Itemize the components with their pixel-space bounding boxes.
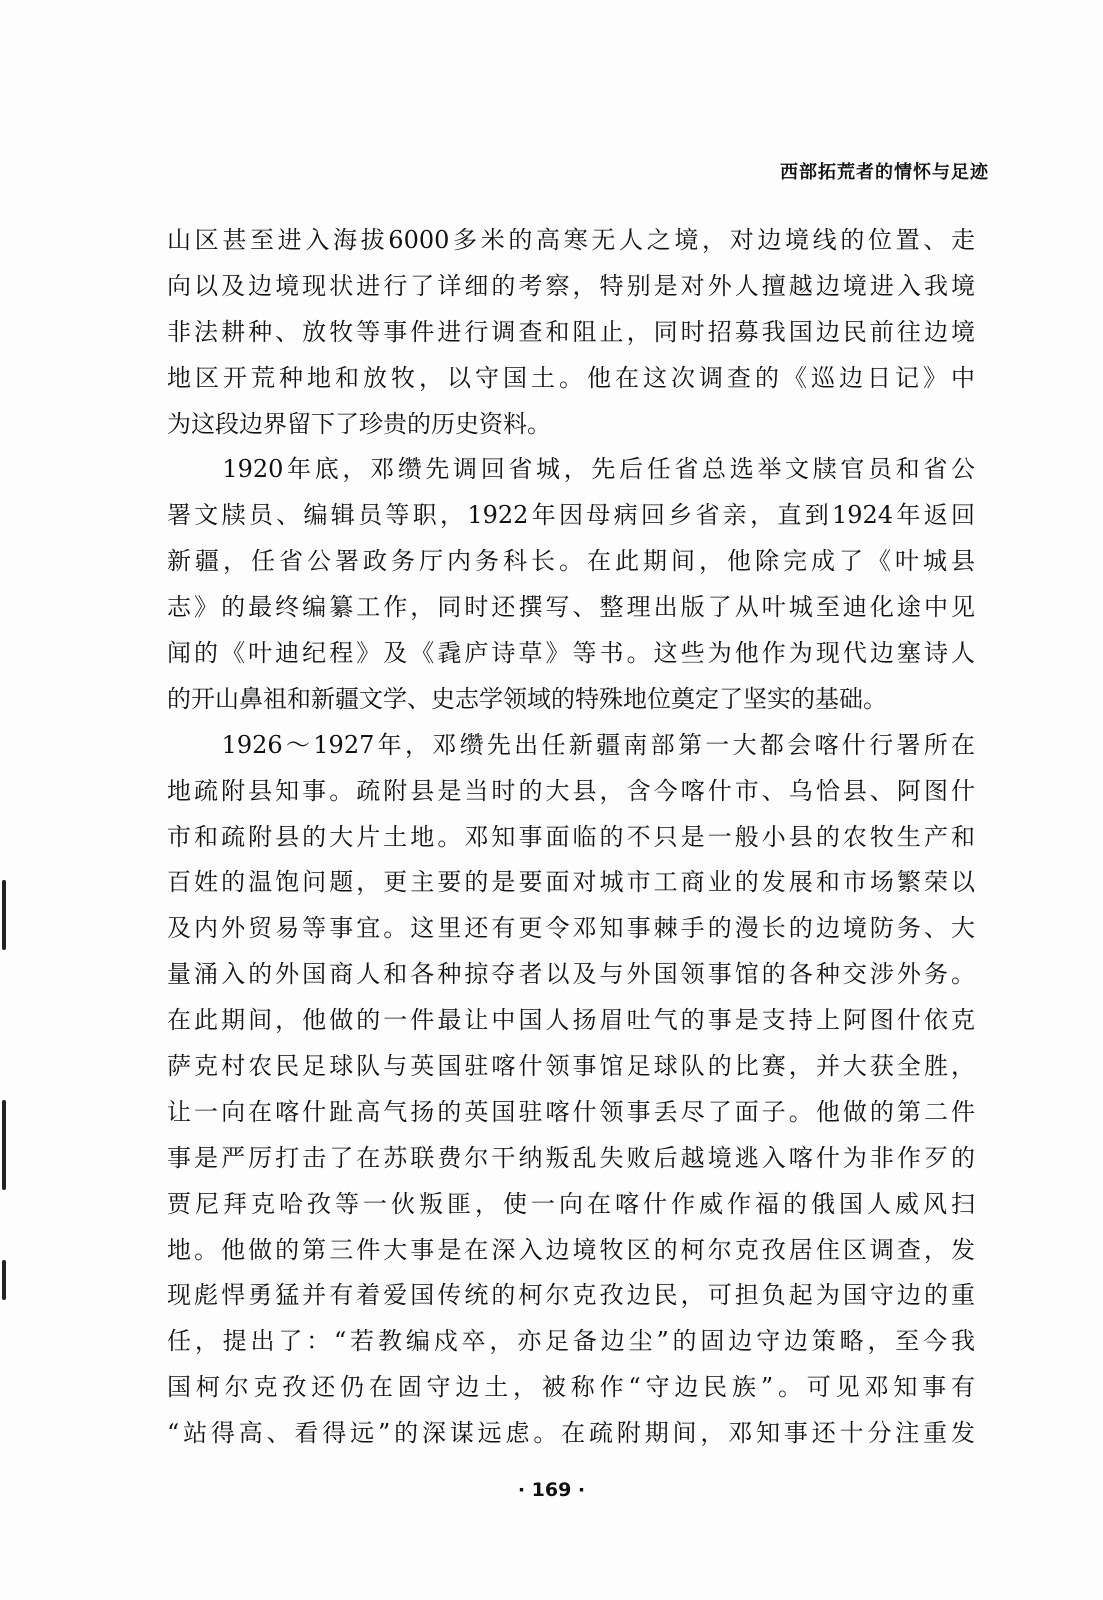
text-line: 市和疏附县的大片土地。邓知事面临的不只是一般小县的农牧生产和: [167, 822, 975, 851]
text-line: 量涌入的外国商人和各种掠夺者以及与外国领事馆的各种交涉外务。: [167, 960, 975, 989]
text-line: 让一向在喀什趾高气扬的英国驻喀什领事丢尽了面子。他做的第二件: [167, 1097, 975, 1126]
text-line: 1926～1927年，邓缵先出任新疆南部第一大都会喀什行署所在: [167, 730, 975, 759]
text-line: 1920年底，邓缵先调回省城，先后任省总选举文牍官员和省公: [167, 455, 975, 484]
text-line: 闻的《叶迪纪程》及《毳庐诗草》等书。这些为他作为现代边塞诗人: [167, 639, 975, 668]
text-line: 地。他做的第三件大事是在深入边境牧区的柯尔克孜居住区调查，发: [167, 1235, 975, 1264]
text-line: 向以及边境现状进行了详细的考察，特别是对外人擅越边境进入我境: [167, 271, 975, 300]
text-line: 的开山鼻祖和新疆文学、史志学领域的特殊地位奠定了坚实的基础。: [167, 684, 887, 713]
text-line: 贾尼拜克哈孜等一伙叛匪，使一向在喀什作威作福的俄国人威风扫: [167, 1189, 975, 1218]
binding-edge-marks: [0, 0, 14, 1600]
text-line: 新疆，任省公署政务厅内务科长。在此期间，他除完成了《叶城县: [167, 547, 975, 576]
text-line: 地疏附县知事。疏附县是当时的大县，含今喀什市、乌恰县、阿图什: [167, 776, 975, 805]
text-line: 署文牍员、编辑员等职，1922年因母病回乡省亲，直到1924年返回: [167, 501, 975, 530]
text-line: 国柯尔克孜还仍在固守边土，被称作“守边民族”。可见邓知事有: [167, 1373, 975, 1402]
text-line: 非法耕种、放牧等事件进行调查和阻止，同时招募我国边民前往边境: [167, 317, 975, 346]
text-line: 山区甚至进入海拔6000多米的高寒无人之境，对边境线的位置、走: [167, 226, 975, 254]
text-line: 及内外贸易等事宜。这里还有更令邓知事棘手的漫长的边境防务、大: [167, 914, 975, 943]
text-line: 任，提出了：“若教编戍卒，亦足备边尘”的固边守边策略，至今我: [167, 1327, 975, 1356]
body-text: [167, 218, 975, 1457]
text-line: 为这段边界留下了珍贵的历史资料。: [167, 409, 551, 438]
text-line: 百姓的温饱问题，更主要的是要面对城市工商业的发展和市场繁荣以: [167, 868, 975, 897]
text-line: 志》的最终编纂工作，同时还撰写、整理出版了从叶城至迪化途中见: [167, 593, 975, 622]
text-line: 现彪悍勇猛并有着爱国传统的柯尔克孜边民，可担负起为国守边的重: [167, 1281, 975, 1310]
text-line: 事是严厉打击了在苏联费尔干纳叛乱失败后越境逃入喀什为非作歹的: [167, 1143, 975, 1172]
text-line: 地区开荒种地和放牧，以守国土。他在这次调查的《巡边日记》中: [167, 363, 975, 392]
text-line: “站得高、看得远”的深谋远虑。在疏附期间，邓知事还十分注重发: [167, 1419, 975, 1448]
running-header: 西部拓荒者的情怀与足迹: [780, 162, 989, 183]
text-line: 萨克村农民足球队与英国驻喀什领事馆足球队的比赛，并大获全胜，: [167, 1052, 975, 1081]
page-number: · 169 ·: [517, 1479, 586, 1501]
text-line: 在此期间，他做的一件最让中国人扬眉吐气的事是支持上阿图什依克: [167, 1006, 975, 1035]
